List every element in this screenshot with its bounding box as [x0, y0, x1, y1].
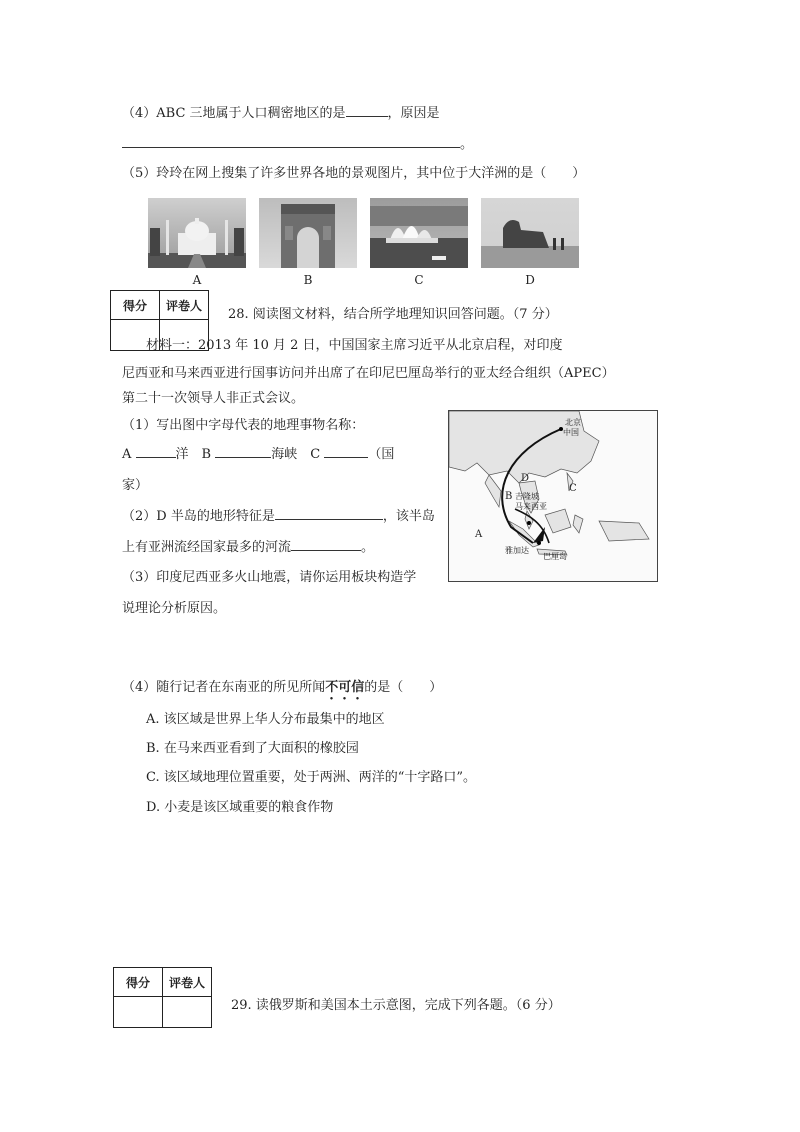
map-label-bali: 巴厘岛: [543, 552, 567, 561]
grader-cell[interactable]: [163, 997, 212, 1028]
q29-title: 29. 读俄罗斯和美国本土示意图，完成下列各题。（6 分）: [231, 998, 561, 1013]
answer-blank[interactable]: [324, 445, 368, 458]
score-label: 得分: [114, 968, 163, 997]
q28-part1-cont: 家）: [122, 478, 149, 493]
q28-title: 28. 阅读图文材料，结合所学地理知识回答问题。（7 分）: [228, 307, 558, 322]
option-b[interactable]: B. 在马来西亚看到了大面积的橡胶园: [146, 741, 359, 756]
q27-part4: （4）ABC 三地属于人口稠密地区的是 ，原因是: [122, 106, 440, 121]
q28-part2-cont: 上有亚洲流经国家最多的河流 。: [122, 540, 375, 555]
map-letter-b: B: [505, 491, 513, 502]
map-label-malaysia: 马来西亚: [515, 502, 547, 511]
grader-label: 评卷人: [160, 291, 209, 320]
photo-caption: A: [192, 273, 202, 287]
emphasis-text: 不可信: [325, 680, 365, 695]
photo-caption: B: [303, 273, 313, 287]
answer-blank[interactable]: [275, 507, 383, 520]
q28-material-line3: 第二十一次领导人非正式会议。: [122, 391, 305, 406]
option-a[interactable]: A. 该区域是世界上华人分布最集中的地区: [146, 712, 385, 727]
map-letter-d: D: [521, 473, 530, 484]
map-letter-a: A: [475, 529, 483, 540]
map-label-jakarta: 雅加达: [505, 546, 529, 555]
q27-part5: （5）玲玲在网上搜集了许多世界各地的景观图片，其中位于大洋洲的是（ ）: [122, 166, 586, 181]
score-cell[interactable]: [114, 997, 163, 1028]
sphinx-photo: [481, 198, 579, 268]
answer-blank[interactable]: [291, 538, 361, 551]
score-label: 得分: [111, 291, 160, 320]
photo-caption: D: [525, 273, 535, 287]
option-d[interactable]: D. 小麦是该区域重要的粮食作物: [146, 800, 334, 815]
option-c[interactable]: C. 该区域地理位置重要，处于两洲、两洋的“十字路口”。: [146, 770, 477, 785]
q28-part3: （3）印度尼西亚多火山地震，请你运用板块构造学: [122, 570, 417, 585]
grader-label: 评卷人: [163, 968, 212, 997]
q28-part4: （4）随行记者在东南亚的所见所闻不可信的是（ ）: [122, 680, 443, 695]
score-box-q29: [113, 967, 212, 1028]
q28-part1-answers: A 洋 B 海峡 C （国: [122, 447, 395, 462]
q28-part2: （2）D 半岛的地形特征是 ，该半岛: [122, 509, 435, 524]
sydney-opera-house-photo: [370, 198, 468, 268]
answer-blank[interactable]: [136, 445, 176, 458]
arc-de-triomphe-photo: [259, 198, 357, 268]
map-label-kuala-lumpur: 吉隆坡: [515, 492, 539, 501]
answer-blank[interactable]: [346, 104, 388, 117]
answer-blank[interactable]: [122, 135, 460, 148]
q27-part4-line: 。: [122, 133, 473, 152]
map-label-china: 中国: [563, 428, 579, 437]
q28-material-line2: 尼西亚和马来西亚进行国事访问并出席了在印尼巴厘岛举行的亚太经合组织（APEC）: [122, 366, 615, 381]
photo-caption: C: [414, 273, 424, 287]
taj-mahal-photo: [148, 198, 246, 268]
q28-material-line1: 材料一：2013 年 10 月 2 日，中国国家主席习近平从北京启程，对印度: [146, 338, 563, 353]
southeast-asia-map: [448, 410, 658, 582]
map-label-beijing: 北京: [565, 418, 581, 427]
map-letter-c: C: [569, 483, 577, 494]
q28-part3-cont: 说理论分析原因。: [122, 601, 227, 616]
q28-part1: （1）写出图中字母代表的地理事物名称：: [122, 418, 365, 433]
answer-blank[interactable]: [215, 445, 271, 458]
